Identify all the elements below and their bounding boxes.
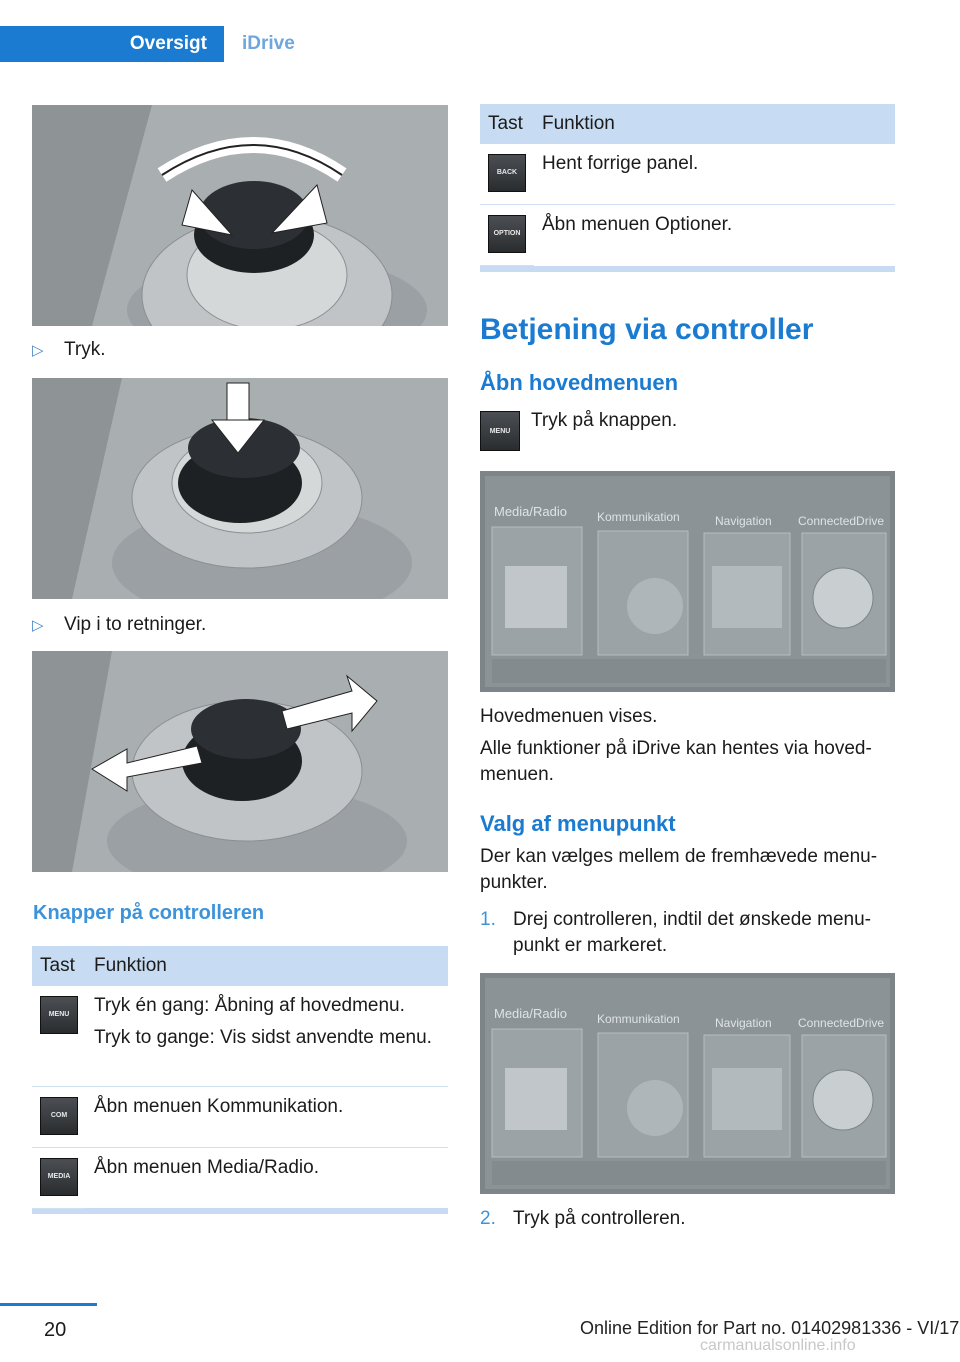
- controller-press-image: [32, 378, 448, 599]
- list-number: 1.: [480, 909, 496, 930]
- row-text: Tryk én gang: Åbning af hovedmenu.: [94, 995, 405, 1016]
- press-button-text: Tryk på knappen.: [531, 410, 678, 431]
- table-row: [32, 1147, 448, 1208]
- bullet-tryk: [32, 339, 106, 361]
- header-tabs: [0, 26, 895, 62]
- heading-valg-af-menupunkt: Valg af menupunkt: [480, 811, 676, 836]
- tile-label-media: Media/Radio: [494, 1006, 567, 1021]
- row-text: Hent forrige panel.: [542, 153, 699, 174]
- controller-tilt-image: [32, 651, 448, 872]
- col-funktion: Funktion: [534, 104, 895, 144]
- menu-key-icon: MENU: [480, 411, 520, 451]
- tile-label-navigation: Navigation: [715, 514, 772, 528]
- tab-oversigt[interactable]: Oversigt: [0, 26, 224, 62]
- row-text: Åbn menuen Kommunikation.: [94, 1095, 344, 1117]
- col-funktion: Funktion: [86, 946, 448, 986]
- bullet-text: Vip i to retninger.: [64, 614, 207, 635]
- footer-edition: Online Edition for Part no. 01402981336 - VI/17: [580, 1318, 960, 1338]
- row-text: Åbn menuen Optioner.: [542, 214, 733, 235]
- controller-keys-table-2: [480, 104, 895, 272]
- menu-key-icon: MENU: [40, 996, 78, 1034]
- footer-rule: [0, 1303, 97, 1306]
- heading-betjening: Betjening via controller: [480, 313, 814, 346]
- idrive-main-menu-screen: [480, 471, 895, 692]
- bullet-vip: [32, 614, 206, 636]
- tile-label-media: Media/Radio: [494, 504, 567, 519]
- table-row: [480, 144, 895, 205]
- table-row: [32, 1086, 448, 1147]
- col-tast: Tast: [480, 104, 534, 144]
- paragraph-der-kan-vaelges: Der kan vælges mellem de fremhævede menu‐punkter.: [480, 846, 878, 893]
- tile-label-kommunikation: Kommunikation: [597, 510, 680, 524]
- table-end-bar: [480, 266, 895, 272]
- tab-idrive[interactable]: iDrive: [224, 26, 895, 62]
- com-key-icon: COM: [40, 1097, 78, 1135]
- paragraph-alle-funktioner: Alle funktioner på iDrive kan hentes via hoved‐menuen.: [480, 738, 872, 785]
- controller-rotate-image: [32, 105, 448, 326]
- section-heading-knapper: Knapper på controlleren: [33, 902, 265, 924]
- row-text: Åbn menuen Media/Radio.: [94, 1156, 319, 1178]
- list-number: 2.: [480, 1208, 496, 1229]
- col-tast: Tast: [32, 946, 86, 986]
- page-number: 20: [44, 1319, 67, 1341]
- paragraph-hovedmenuen-vises: Hovedmenuen vises.: [480, 706, 658, 727]
- tile-label-connecteddrive: ConnectedDrive: [798, 1016, 885, 1030]
- watermark: carmanualsonline.info: [700, 1337, 856, 1354]
- bullet-triangle-icon: ▷: [32, 342, 44, 359]
- list-item: [480, 907, 895, 963]
- back-key-icon: BACK: [488, 154, 526, 192]
- option-key-icon: OPTION: [488, 215, 526, 253]
- table-row: [32, 986, 448, 1086]
- tile-label-navigation: Navigation: [715, 1016, 772, 1030]
- list-text: Drej controlleren, indtil det ønskede menu‐punkt er markeret.: [513, 909, 872, 956]
- table-header-row: [32, 946, 448, 986]
- table-end-bar: [32, 1208, 448, 1214]
- media-key-icon: MEDIA: [40, 1158, 78, 1196]
- tile-label-connecteddrive: ConnectedDrive: [798, 514, 885, 528]
- heading-aabn-hovedmenuen: Åbn hovedmenuen: [480, 370, 679, 395]
- row-text-secondary: Tryk to gange: Vis sidst anvendte menu.: [94, 1027, 432, 1048]
- table-row: [480, 205, 895, 266]
- controller-keys-table: [32, 946, 448, 1214]
- table-header-row: [480, 104, 895, 144]
- bullet-text: Tryk.: [64, 339, 106, 360]
- list-item: [480, 1206, 895, 1236]
- list-text: Tryk på controlleren.: [513, 1208, 686, 1229]
- tile-label-kommunikation: Kommunikation: [597, 1012, 680, 1026]
- bullet-triangle-icon: ▷: [32, 617, 44, 634]
- idrive-main-menu-screen-2: [480, 973, 895, 1194]
